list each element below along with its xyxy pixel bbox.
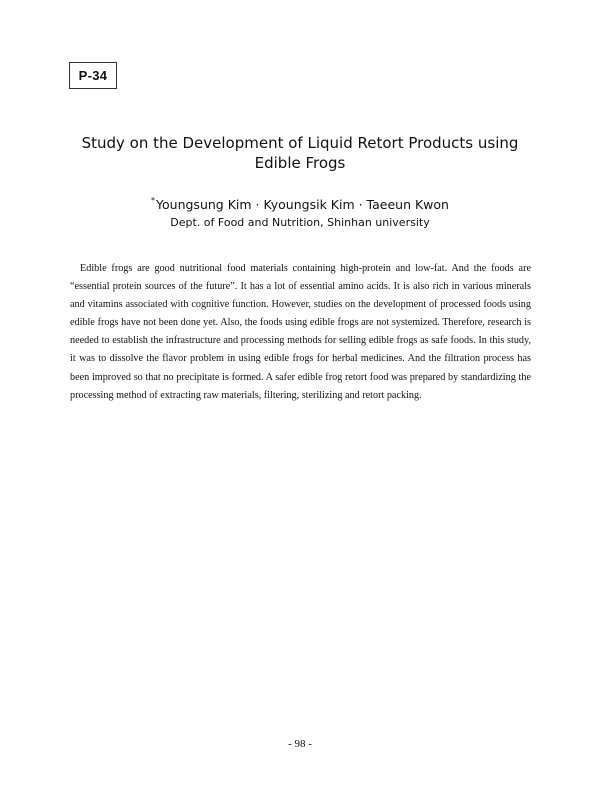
title-line-2: Edible Frogs (254, 154, 346, 172)
poster-id-badge: P-34 (69, 62, 117, 89)
author-names: Youngsung Kim · Kyoungsik Kim · Taeeun Kwon (156, 197, 449, 212)
affiliation: Dept. of Food and Nutrition, Shinhan university (170, 216, 430, 229)
page-number: - 98 - (288, 738, 312, 750)
abstract-text: Edible frogs are good nutritional food materials containing high-protein and low-fat. And the foods are “essential protein sources of the future”. It has a lot of essential amino acids. It is also rich in various minerals and vitamins associated with cognitive function. However, studies on the development of processed foods using edible frogs have not been done yet. Also, the foods using edible frogs are not systemized. Therefore, research is needed to establish the infrastructure and processing methods for selling edible frogs as safe foods. In this study, it was to dissolve the flavor problem in using edible frogs for herbal medicines. And the filtration process has been improved so that no precipitate is formed. A safer edible frog retort food was prepared by standardizing the processing method of extracting raw materials, filtering, sterilizing and retort packing. (70, 263, 531, 401)
title-line-1: Study on the Development of Liquid Retort Products using (81, 134, 519, 152)
author-list (60, 192, 540, 214)
paper-title (60, 133, 540, 173)
corresponding-author-marker: * (151, 196, 156, 205)
